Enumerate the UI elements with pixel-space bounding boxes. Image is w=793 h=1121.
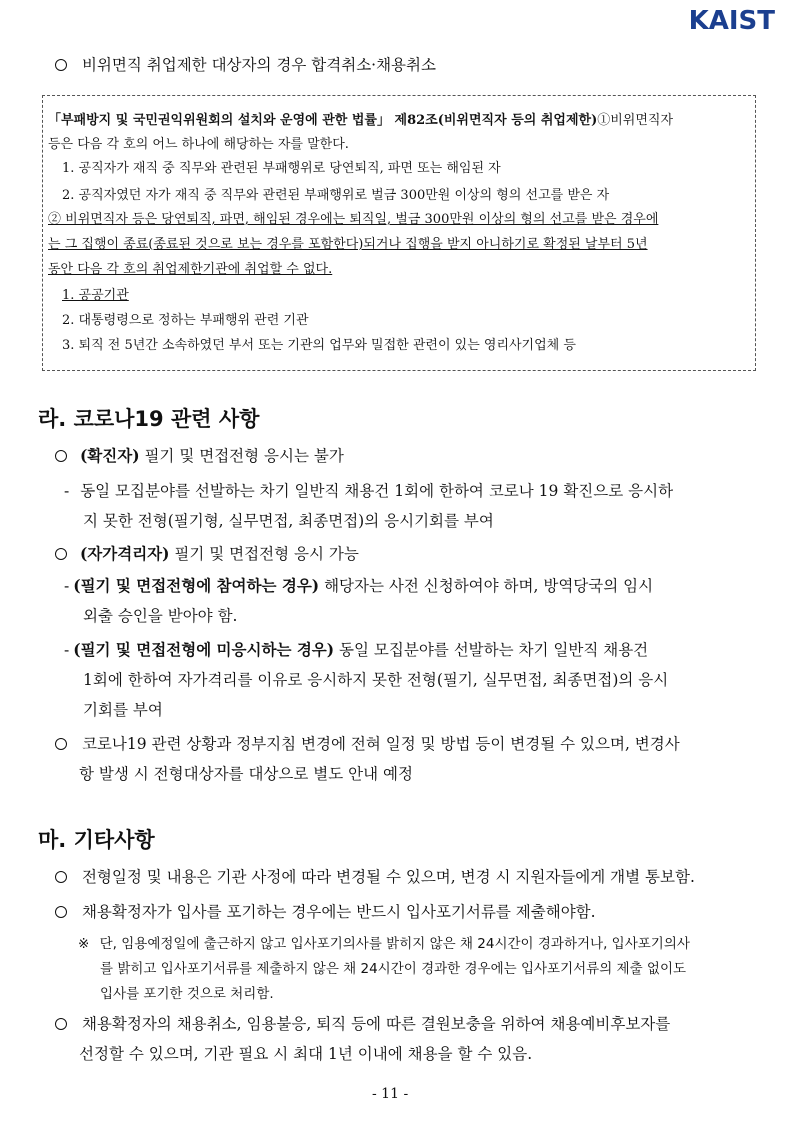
ra-bullet-3 [55, 734, 680, 754]
dash-bullet: - [64, 482, 70, 500]
circle-bullet-icon [55, 1018, 67, 1030]
law-p2-line2: 는 그 집행이 종료(종료된 것으로 보는 경우를 포함한다)되거나 집행을 받지 아니하기로 확정된 날부터 5년 [48, 237, 648, 252]
dash-bullet: - [64, 577, 70, 595]
law-p2-line3: 동안 다음 각 호의 취업제한기관에 취업할 수 없다. [48, 262, 333, 277]
law-item-1: 1. 공직자가 재직 중 직무와 관련된 부패행위로 당연퇴직, 파면 또는 해임된 자 [62, 161, 501, 176]
law-title: 「부패방지 및 국민권익위원회의 설치와 운영에 관한 법률」 제82조(비위면직자 등의 취업제한) [48, 113, 598, 128]
ma-bullet-3 [55, 1014, 670, 1034]
law-p2-line1: ② 비위면직자 등은 당연퇴직, 파면, 해임된 경우에는 퇴직일, 벌금 300만원 이상의 형의 선고를 받은 경우에 [48, 212, 659, 227]
ma-b3-line2: 선정할 수 있으며, 기관 필요 시 최대 1년 이내에 채용을 할 수 있음. [79, 1045, 533, 1063]
ma-b3-line1: 채용확정자의 채용취소, 임용불응, 퇴직 등에 따른 결원보충을 위하여 채용예비후보자를 [81, 1015, 671, 1033]
ma-bullet-1 [55, 867, 695, 887]
circle-bullet-icon [55, 450, 67, 462]
ra-b3-line1: 코로나19 관련 상황과 정부지침 변경에 전혀 일정 및 방법 등이 변경될 수 있으며, 변경사 [81, 735, 680, 753]
ra-d2-label: (필기 및 면접전형에 참여하는 경우) [73, 576, 320, 595]
kaist-logo: KAIST [688, 6, 775, 36]
ma-b1-text: 전형일정 및 내용은 기관 사정에 따라 변경될 수 있으며, 변경 시 지원자들에게 개별 통보함. [81, 868, 695, 886]
ra-d2-text: 해당자는 사전 신청하여야 하며, 방역당국의 임시 [319, 577, 654, 595]
ra-b1-label: (확진자) [79, 446, 140, 465]
intro-bullet-text: 비위면직 취업제한 대상자의 경우 합격취소·채용취소 [81, 56, 436, 74]
note-mark: ※ [78, 936, 90, 952]
ra-bullet-2 [55, 544, 359, 564]
ra-dash-2-line1 [64, 576, 653, 596]
ma-note-line3: 입사를 포기한 것으로 처리함. [100, 986, 274, 1002]
circle-bullet-icon [55, 906, 67, 918]
ra-d1-text: 동일 모집분야를 선발하는 차기 일반직 채용건 1회에 한하여 코로나 19 확진으로 응시하 [80, 482, 674, 500]
law-sub-2: 2. 대통령령으로 정하는 부패행위 관련 기관 [62, 313, 309, 328]
ma-note-line2: 를 밝히고 입사포기서류를 제출하지 않은 채 24시간이 경과한 경우에는 입사포기서류의 제출 없이도 [100, 961, 687, 977]
circle-bullet-icon [55, 871, 67, 883]
ra-d3-label: (필기 및 면접전형에 미응시하는 경우) [73, 640, 335, 659]
ra-b1-text: 필기 및 면접전형 응시는 불가 [139, 447, 344, 465]
section-ra-heading: 라. 코로나19 관련 사항 [38, 407, 260, 431]
ra-dash-1-line1 [64, 481, 673, 501]
dash-bullet: - [64, 641, 70, 659]
section-ma-heading: 마. 기타사항 [38, 828, 155, 852]
ra-dash-3-line1 [64, 640, 648, 660]
law-p1-line2: 등은 다음 각 호의 어느 하나에 해당하는 자를 말한다. [48, 137, 349, 152]
ra-dash-3-line2: 1회에 한하여 자가격리를 이유로 응시하지 못한 전형(필기, 실무면접, 최종면접)의 응시 [83, 671, 669, 689]
ra-b2-label: (자가격리자) [79, 544, 170, 563]
circle-bullet-icon [55, 59, 67, 71]
ra-dash-1-line2: 지 못한 전형(필기형, 실무면접, 최종면접)의 응시기회를 부여 [83, 512, 494, 530]
page-number: - 11 - [372, 1086, 409, 1102]
circle-bullet-icon [55, 548, 67, 560]
ra-d3-text: 동일 모집분야를 선발하는 차기 일반직 채용건 [334, 641, 649, 659]
ra-b2-text: 필기 및 면접전형 응시 가능 [169, 545, 359, 563]
law-p1-rest: ①비위면직자 [597, 113, 674, 128]
intro-bullet [55, 55, 436, 75]
ra-bullet-1 [55, 446, 344, 466]
ra-b3-line2: 항 발생 시 전형대상자를 대상으로 별도 안내 예정 [79, 765, 413, 783]
law-title-line [48, 112, 673, 130]
law-sub-3: 3. 퇴직 전 5년간 소속하였던 부서 또는 기관의 업무와 밀접한 관련이 있는 영리사기업체 등 [62, 338, 576, 353]
law-item-2: 2. 공직자였던 자가 재직 중 직무와 관련된 부패행위로 벌금 300만원 이상의 형의 선고를 받은 자 [62, 188, 610, 203]
ma-note-text1: 단, 임용예정일에 출근하지 않고 입사포기의사를 밝히지 않은 채 24시간이 경과하거나, 입사포기의사 [99, 936, 690, 952]
ma-note-line1 [78, 935, 690, 953]
ma-bullet-2 [55, 902, 596, 922]
ra-dash-3-line3: 기회를 부여 [83, 701, 163, 719]
ra-dash-2-line2: 외출 승인을 받아야 함. [83, 607, 238, 625]
law-sub-1: 1. 공공기관 [62, 288, 129, 303]
ma-b2-text: 채용확정자가 입사를 포기하는 경우에는 반드시 입사포기서류를 제출해야함. [81, 903, 596, 921]
circle-bullet-icon [55, 738, 67, 750]
